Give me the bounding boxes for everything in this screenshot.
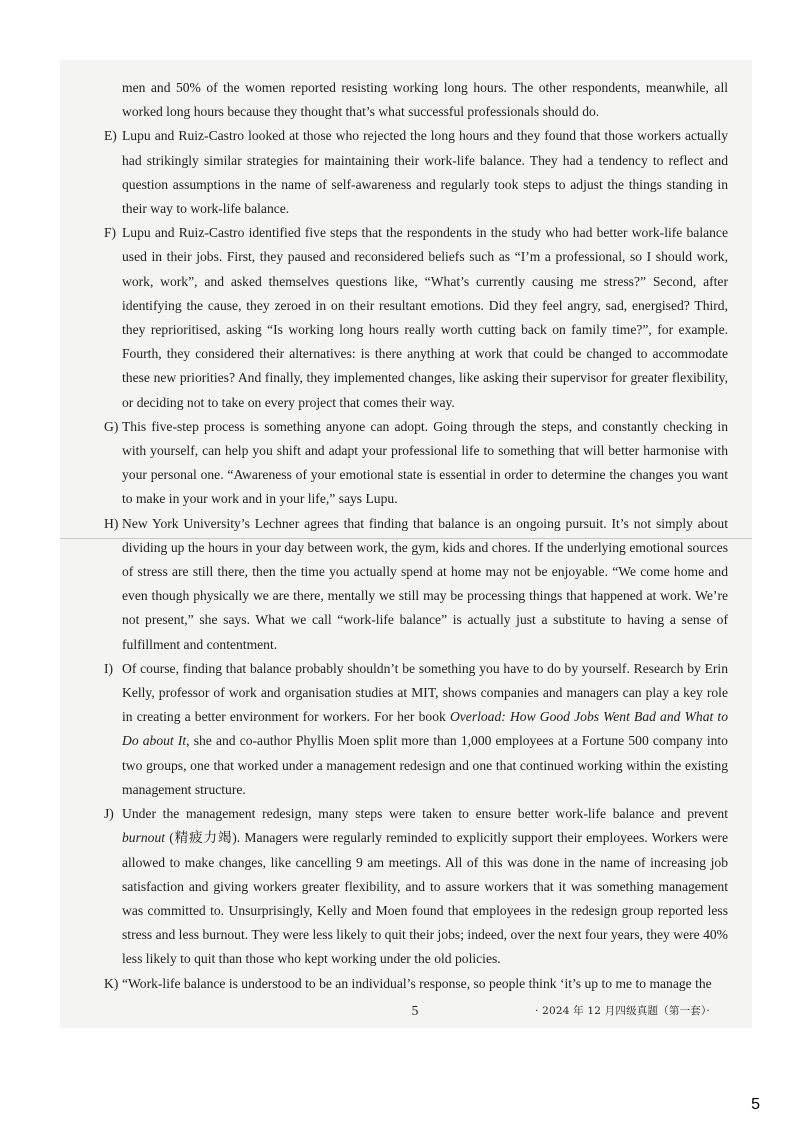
paragraph-text: Under the management redesign, many steps were taken to ensure better work-life balance and prevent	[122, 806, 728, 822]
paragraph-text: , she and co-author Phyllis Moen split more than 1,000 employees at a Fortune 500 company into two groups, one that worked under a management redesign and one that continued working within the existing management structure.	[122, 733, 728, 797]
paragraph-continued	[104, 76, 728, 124]
paragraph-text: Lupu and Ruiz-Castro identified five steps that the respondents in the study who had better work-life balance used in their jobs. First, they paused and reconsidered beliefs such as “I’m a professional, so I should work, work, work”, and asked themselves questions like, “What’s currently causing me stress?” Second, after identifying the cause, they zeroed in on their resultant emotions. Did they feel angry, sad, energised? Third, they reprioritised, asking “Is working long hours really worth cutting back on family time?”, for example. Fourth, they considered their alternatives: is there anything at work that could be changed to accommodate these new priorities? And finally, they implemented changes, like asking their supervisor for greater flexibility, or deciding not to take on every project that comes their way.	[122, 225, 728, 410]
paragraph-text: Of course, finding that balance probably shouldn’t be something you have to do by yourself. Research by Erin Kelly, professor of work and organisation studies at MIT, shows companies and managers can play a key role in creating a better environment for workers. For her book	[122, 660, 728, 725]
paragraph-label: J)	[104, 806, 114, 822]
paragraph-k	[104, 972, 728, 996]
paragraph-f	[104, 221, 728, 415]
paragraph-label: E)	[104, 128, 117, 144]
italic-text: burnout	[122, 830, 166, 846]
paragraph-text: This five-step process is something anyone can adopt. Going through the steps, and constantly checking in with yourself, can help you shift and adapt your professional life to something that will better harmonise with your personal one. “Awareness of your emotional state is essential in order to determine the changes you want to make in your work and in your life,” says Lupu.	[122, 418, 728, 507]
paragraph-label: F)	[104, 225, 117, 241]
footer-exam-label: · 2024 年 12 月四级真题（第一套）·	[535, 1005, 710, 1017]
paragraph-text: men and 50% of the women reported resisting working long hours. The other respondents, meanwhile, all worked long hours because they thought that’s what successful professionals should do.	[122, 80, 728, 120]
paragraph-text: “Work-life balance is understood to be an individual’s response, so people think ‘it’s up to me to manage the	[122, 975, 712, 991]
paragraph-label: I)	[104, 660, 114, 676]
italic-text: Overload: How Good Jobs Went Bad and What to Do about It	[122, 709, 728, 749]
paragraph-text: New York University’s Lechner agrees that finding that balance is an ongoing pursuit. It’s not simply about dividing up the hours in your day between work, the gym, kids and chores. If the underlying emotional sources of stress are still there, then the time you actually spend at home may not be enjoyable. “We come home and even though physically we are there, mentally we still may be processing things that happened at work. We’re not present,” she says. What we call “work-life balance” is actually just a substitute to having a sense of fulfillment and contentment.	[122, 515, 728, 652]
paragraph-text: Lupu and Ruiz-Castro looked at those who rejected the long hours and they found that those workers actually had strikingly similar strategies for maintaining their work-life balance. They had a tendency to reflect and question assumptions in the name of self-awareness and regularly took steps to adjust the things standing in their way to work-life balance.	[122, 128, 728, 217]
paragraph-label: K)	[104, 975, 119, 991]
paragraph-j	[104, 802, 728, 971]
paragraph-h	[104, 512, 728, 657]
paragraph-label: H)	[104, 515, 119, 531]
corner-page-number: 5	[751, 1096, 760, 1113]
article-body	[104, 76, 728, 996]
footer-page-number: 5	[411, 1003, 419, 1018]
paragraph-e	[104, 124, 728, 221]
paragraph-label: G)	[104, 418, 119, 434]
paragraph-i	[104, 657, 728, 802]
paragraph-text: (精疲力竭). Managers were regularly reminded to explicitly support their employees. Workers were allowed to make changes, like cancelling 9 am meetings. All of this was done in the name of increasing job satisfaction and giving workers greater flexibility, and to assure workers that it was something management was committed to. Unsurprisingly, Kelly and Moen found that employees in the redesign group reported less stress and less burnout. They were less likely to quit their jobs; indeed, over the next four years, they were 40% less likely to quit than those who kept working under the old policies.	[122, 830, 728, 967]
paragraph-g	[104, 415, 728, 512]
